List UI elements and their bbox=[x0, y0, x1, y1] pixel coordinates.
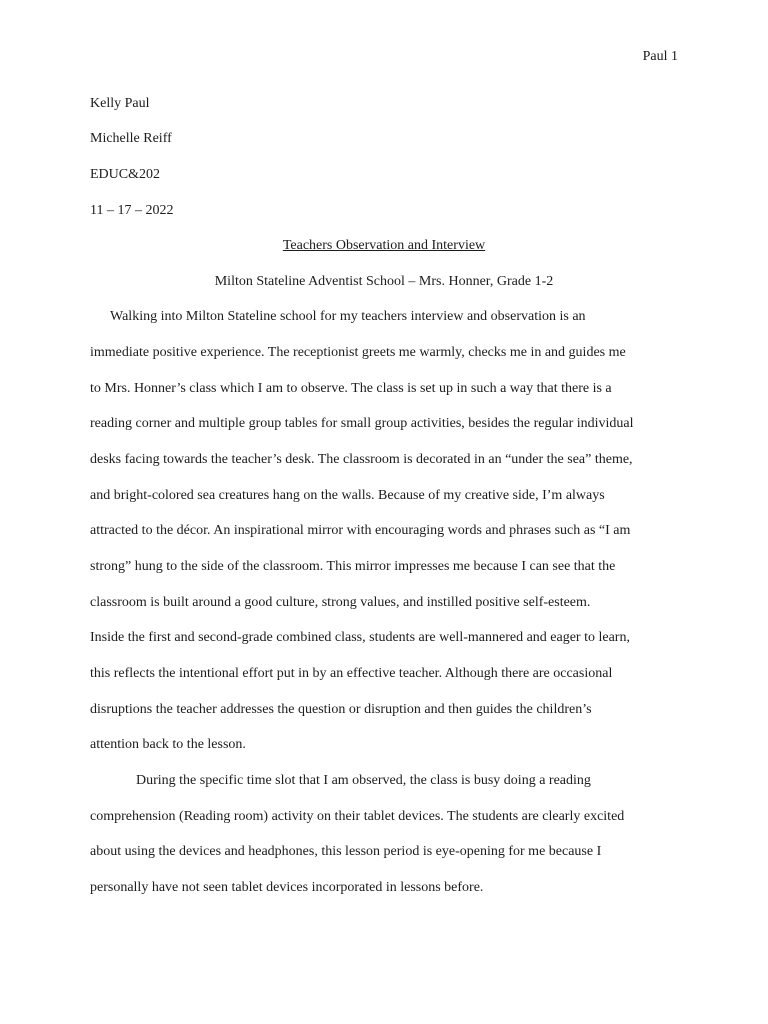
student-name: Kelly Paul bbox=[90, 96, 150, 111]
body-line: attracted to the décor. An inspirational mirror with encouraging words and phrases such as “I am bbox=[90, 523, 631, 538]
body-line: immediate positive experience. The receptionist greets me warmly, checks me in and guides me bbox=[90, 345, 626, 360]
running-head: Paul 1 bbox=[642, 49, 678, 64]
paper-title: Teachers Observation and Interview bbox=[282, 238, 486, 253]
body-line: reading corner and multiple group tables for small group activities, besides the regular individual bbox=[90, 416, 634, 431]
date-line: 11 – 17 – 2022 bbox=[90, 203, 174, 218]
body-line: about using the devices and headphones, this lesson period is eye-opening for me because I bbox=[90, 844, 602, 859]
body-line: strong” hung to the side of the classroom. This mirror impresses me because I can see that the bbox=[90, 559, 616, 574]
body-line: comprehension (Reading room) activity on their tablet devices. The students are clearly excited bbox=[90, 809, 625, 824]
body-line: and bright-colored sea creatures hang on the walls. Because of my creative side, I’m always bbox=[90, 488, 605, 503]
body-line: attention back to the lesson. bbox=[90, 737, 246, 752]
instructor-name: Michelle Reiff bbox=[90, 131, 172, 146]
body-line: personally have not seen tablet devices incorporated in lessons before. bbox=[90, 880, 484, 895]
body-line: During the specific time slot that I am observed, the class is busy doing a reading bbox=[136, 773, 591, 788]
course-code: EDUC&202 bbox=[90, 167, 160, 182]
paper-subtitle: Milton Stateline Adventist School – Mrs. Honner, Grade 1-2 bbox=[214, 274, 554, 289]
paper-title-row bbox=[90, 236, 678, 256]
body-line: this reflects the intentional effort put in by an effective teacher. Although there are occasional bbox=[90, 666, 613, 681]
body-line: Inside the first and second-grade combined class, students are well-mannered and eager to learn, bbox=[90, 630, 630, 645]
body-line: to Mrs. Honner’s class which I am to observe. The class is set up in such a way that there is a bbox=[90, 381, 612, 396]
body-line: desks facing towards the teacher’s desk. The classroom is decorated in an “under the sea” theme, bbox=[90, 452, 633, 467]
body-line: disruptions the teacher addresses the question or disruption and then guides the children’s bbox=[90, 702, 592, 717]
body-line: Walking into Milton Stateline school for my teachers interview and observation is an bbox=[110, 309, 586, 324]
body-line: classroom is built around a good culture, strong values, and instilled positive self-esteem. bbox=[90, 595, 591, 610]
